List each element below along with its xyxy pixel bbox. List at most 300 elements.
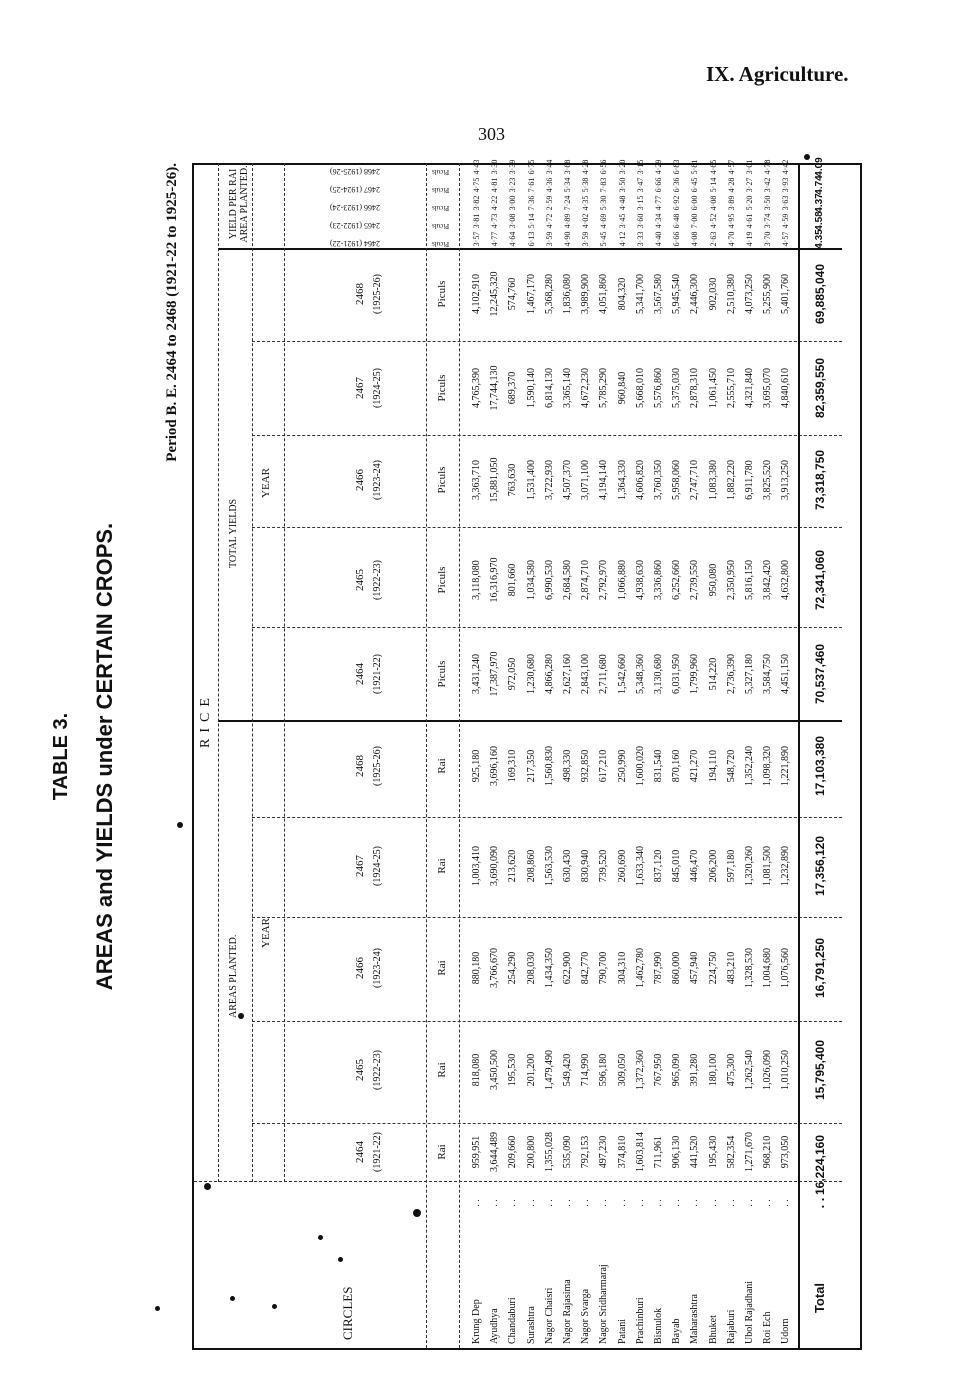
unit-piculs: Piculs [436, 280, 448, 308]
yield-value: 3,336,860 [653, 560, 664, 600]
circle-name: Bayab [671, 1318, 683, 1344]
area-value: 208,030 [525, 951, 537, 985]
per-area-value: 4·65 [708, 159, 718, 175]
yield-value: 16,316,970 [489, 557, 501, 603]
leader-dots: . . [543, 1199, 555, 1207]
circle-name: Udorn [780, 1318, 792, 1344]
leader-dots: . . [580, 1199, 592, 1207]
per-area-value: 4·02 [581, 213, 591, 229]
yield-value: 3,071,100 [580, 460, 592, 500]
leader-dots: . . [725, 1199, 737, 1207]
rotated-table-page [50, 157, 890, 1350]
area-value: 1,221,890 [780, 746, 792, 786]
area-value: 224,750 [707, 951, 719, 985]
table-row [723, 161, 741, 1348]
area-value: 860,000 [671, 951, 683, 985]
area-value: 597,180 [725, 849, 737, 883]
unit-piculs: Piculs [432, 204, 450, 212]
yield-value: 4,606,820 [634, 460, 646, 500]
yield-value: 4,194,140 [598, 460, 610, 500]
area-value: 630,430 [562, 849, 573, 883]
area-value: 870,160 [671, 749, 683, 783]
per-area-value: 4·78 [763, 159, 773, 175]
yield-value: 2,510,380 [725, 274, 737, 314]
yield-year-range: (1923-24) [372, 460, 383, 500]
circle-name: Chandaburi [507, 1297, 519, 1344]
unit-piculs: Piculs [436, 374, 448, 402]
per-area-value: 4·57 [781, 231, 791, 247]
per-area-value: 6·75 [526, 159, 536, 175]
area-value: 787,990 [653, 951, 664, 985]
area-value: 3,690,090 [489, 846, 501, 886]
per-area-value: 4·77 [654, 195, 663, 211]
area-value: 217,350 [525, 749, 537, 783]
section-header: IX. Agriculture. [706, 62, 849, 86]
yield-year-header: 2466 [354, 469, 366, 491]
area-value: 391,280 [689, 1053, 701, 1087]
circle-name: Nagor Svarga [580, 1288, 592, 1344]
per-area-value: 3·50 [617, 177, 627, 193]
per-area-value: 3·70 [763, 231, 773, 247]
per-area-value: 3·89 [726, 195, 736, 211]
leader-dots: . . [812, 1197, 827, 1209]
area-value: 549,420 [562, 1053, 573, 1087]
per-area-value: 4·64 [508, 231, 518, 247]
area-value: 1,603,814 [634, 1132, 646, 1172]
per-area-value: 4·89 [563, 213, 572, 229]
row-divider [252, 163, 253, 1182]
per-area-value: 3·63 [781, 195, 791, 211]
area-year-range: (1923-24) [372, 948, 383, 988]
circle-name: Surashtra [525, 1306, 537, 1344]
unit-piculs: Piculs [432, 168, 450, 176]
per-area-value: 6·36 [672, 177, 682, 193]
total-yield-value: 73,318,750 [813, 449, 827, 511]
data-table [192, 157, 862, 1350]
yields-year-label: YEAR [260, 468, 272, 498]
yield-year-range: (1925-26) [372, 274, 383, 314]
leader-dots: . . [525, 1199, 537, 1207]
yield-value: 6,252,660 [671, 560, 683, 600]
area-value: 837,120 [653, 849, 664, 883]
yield-value: 763,630 [507, 463, 519, 497]
total-area-value: 16,791,250 [813, 937, 827, 999]
per-area-value: 4·95 [726, 213, 736, 229]
unit-rai: Rai [436, 1144, 448, 1160]
yield-value: 2,627,160 [562, 654, 573, 694]
table-row [705, 161, 723, 1348]
per-area-value: 4·35 [581, 195, 591, 211]
area-value: 596,180 [598, 1053, 610, 1087]
yield-value: 1,034,580 [525, 560, 537, 600]
yield-value: 3,118,080 [471, 560, 482, 600]
per-area-value: 7·00 [690, 213, 700, 229]
area-value: 208,860 [525, 849, 537, 883]
area-value: 1,262,540 [744, 1050, 755, 1090]
total-yield-value: 70,537,460 [813, 643, 827, 705]
area-value: 1,372,360 [634, 1050, 646, 1090]
yield-value: 1,882,220 [725, 460, 737, 500]
area-year-range: (1922-23) [372, 1050, 383, 1090]
yield-year-header: 2468 [354, 283, 366, 305]
per-area-value: 4·42 [781, 159, 791, 175]
per-area-value: 6·56 [599, 159, 609, 175]
leader-dots: . . [616, 1199, 628, 1207]
yield-value: 804,320 [616, 277, 628, 311]
total-yield-value: 69,885,040 [813, 263, 827, 325]
area-value: 818,080 [471, 1053, 482, 1087]
table-row [686, 161, 704, 1348]
per-area-value: 4·19 [745, 231, 754, 247]
area-value: 374,810 [616, 1135, 628, 1169]
area-year-range: (1924-25) [372, 846, 383, 886]
area-value: 304,310 [616, 951, 628, 985]
area-value: 254,290 [507, 951, 519, 985]
per-area-value: 4·77 [490, 231, 500, 247]
total-area-value: 17,103,380 [813, 735, 827, 797]
table-row [650, 161, 668, 1348]
table-title: AREAS and YIELDS under CERTAIN CROPS. [92, 522, 117, 991]
per-area-value: 6·00 [690, 195, 700, 211]
per-area-value: 7·83 [599, 177, 609, 193]
per-area-value: 4·57 [726, 159, 736, 175]
yield-value: 5,668,010 [634, 368, 646, 408]
area-value: 206,200 [707, 849, 719, 883]
unit-rai: Rai [436, 960, 448, 976]
per-area-value: 3·59 [581, 231, 591, 247]
table-row [741, 161, 759, 1348]
area-value: 968,210 [762, 1135, 774, 1169]
yield-value: 4,632,800 [780, 560, 792, 600]
area-value: 932,850 [580, 749, 592, 783]
area-value: 3,450,500 [489, 1050, 501, 1090]
area-year-header: 2465 [354, 1059, 366, 1081]
per-area-value: 3·82 [472, 195, 481, 211]
leader-dots: . . [562, 1199, 573, 1207]
per-area-value: 5·81 [690, 159, 700, 175]
per-area-value: 3·57 [472, 231, 481, 247]
per-area-value: 3·20 [617, 159, 627, 175]
area-value: 739,520 [598, 849, 610, 883]
area-value: 1,352,240 [744, 746, 755, 786]
per-area-value: 3·23 [508, 177, 518, 193]
area-value: 194,110 [707, 749, 719, 783]
table-row [468, 161, 486, 1348]
per-area-value: 6·13 [526, 231, 536, 247]
area-value: 195,530 [507, 1053, 519, 1087]
yield-value: 1,230,680 [525, 654, 537, 694]
yield-value: 5,401,760 [780, 274, 792, 314]
area-value: 213,620 [507, 849, 519, 883]
yield-year-range: (1922-23) [372, 560, 383, 600]
per-area-value: 3·27 [745, 177, 754, 193]
per-area-value: 3·68 [563, 159, 572, 175]
per-area-value: 3·74 [763, 213, 773, 229]
yield-value: 2,350,950 [725, 560, 737, 600]
area-value: 548,720 [725, 749, 737, 783]
area-value: 1,563,530 [543, 846, 555, 886]
yield-value: 1,799,960 [689, 654, 701, 694]
per-area-value: 4·90 [563, 231, 572, 247]
area-value: 200,800 [525, 1135, 537, 1169]
yield-value: 5,255,900 [762, 274, 774, 314]
unit-piculs: Piculs [432, 186, 450, 194]
leader-dots: . . [689, 1199, 701, 1207]
table-row [595, 161, 613, 1348]
per-area-value: 4·34 [654, 213, 663, 229]
areas-planted-label: AREAS PLANTED. [228, 934, 239, 1018]
per-area-value: 4·29 [654, 159, 663, 175]
yield-value: 17,744,130 [489, 365, 501, 411]
per-area-year-header: 2468 (1925-26) [330, 167, 380, 176]
area-value: 714,990 [580, 1053, 592, 1087]
per-area-value: 4·61 [745, 213, 754, 229]
yield-value: 4,507,370 [562, 460, 573, 500]
table-row [577, 161, 595, 1348]
yield-value: 4,102,910 [471, 274, 482, 314]
area-value: 831,540 [653, 749, 664, 783]
per-area-value: 3·01 [745, 159, 754, 175]
yield-value: 4,765,390 [471, 368, 482, 408]
area-value: 617,210 [598, 749, 610, 783]
per-area-value: 4·59 [781, 213, 791, 229]
circle-name: Prachinburi [634, 1297, 646, 1344]
table-row [541, 161, 559, 1348]
circle-name: Bisnulok [653, 1307, 664, 1344]
area-value: 1,560,830 [543, 746, 555, 786]
total-yield-value: 82,359,550 [813, 357, 827, 419]
area-value: 309,050 [616, 1053, 628, 1087]
area-value: 582,354 [725, 1135, 737, 1169]
per-area-value: 6·92 [672, 195, 682, 211]
per-area-value: 3·15 [635, 159, 645, 175]
total-per-area-value: 4.35 [814, 229, 825, 249]
table-period: Period B. E. 2464 to 2468 (1921-22 to 1925-26). [164, 163, 180, 462]
per-area-value: 4·08 [708, 195, 718, 211]
yield-value: 1,531,400 [525, 460, 537, 500]
area-value: 906,130 [671, 1135, 683, 1169]
total-area-value: 15,795,400 [813, 1039, 827, 1101]
yield-year-header: 2464 [354, 663, 366, 685]
per-area-value: 3·44 [544, 159, 554, 175]
yield-value: 3,365,140 [562, 368, 573, 408]
yield-value: 2,792,970 [598, 560, 610, 600]
yield-value: 15,881,050 [489, 457, 501, 503]
circle-name: Patani [616, 1319, 628, 1344]
unit-rai: Rai [436, 858, 448, 874]
area-value: 201,200 [525, 1053, 537, 1087]
area-value: 959,951 [471, 1135, 482, 1169]
area-value: 1,004,680 [762, 948, 774, 988]
areas-year-label: YEAR [260, 918, 272, 948]
unit-piculs: Piculs [436, 566, 448, 594]
yield-value: 3,842,420 [762, 560, 774, 600]
area-value: 1,328,530 [744, 948, 755, 988]
yield-value: 2,874,710 [580, 560, 592, 600]
yield-value: 960,840 [616, 371, 628, 405]
area-value: 483,210 [725, 951, 737, 985]
area-value: 457,940 [689, 951, 701, 985]
yield-value: 5,368,280 [543, 274, 555, 314]
total-label: Total [812, 1282, 827, 1314]
leader-dots: . . [707, 1199, 719, 1207]
circle-name: Rajaburi [725, 1309, 737, 1344]
table-row [614, 161, 632, 1348]
area-value: 790,700 [598, 951, 610, 985]
yield-value: 6,911,780 [744, 460, 755, 500]
area-value: 1,600,020 [634, 746, 646, 786]
row-divider [798, 163, 800, 1348]
yield-value: 2,446,300 [689, 274, 701, 314]
yield-value: 5,945,540 [671, 274, 683, 314]
per-area-value: 4·28 [581, 159, 591, 175]
per-area-value: 4·70 [726, 231, 736, 247]
area-value: 1,010,250 [780, 1050, 792, 1090]
per-area-value: 4·40 [654, 231, 663, 247]
area-year-header: 2466 [354, 957, 366, 979]
area-value: 965,090 [671, 1053, 683, 1087]
circle-name: Nagor Rajasima [562, 1279, 573, 1344]
yield-value: 514,220 [707, 657, 719, 691]
per-area-value: 3·15 [635, 195, 645, 211]
per-area-value: 6·48 [672, 213, 682, 229]
area-value: 169,310 [507, 749, 519, 783]
row-divider [459, 163, 460, 1348]
area-value: 830,940 [580, 849, 592, 883]
yield-value: 5,816,150 [744, 560, 755, 600]
yield-value: 1,542,660 [616, 654, 628, 694]
yield-value: 4,321,840 [744, 368, 755, 408]
per-area-value: 3·08 [508, 213, 518, 229]
table-number: TABLE 3. [50, 712, 72, 801]
per-area-value: 3·47 [635, 177, 645, 193]
total-area-value: 16,224,160 [813, 1134, 827, 1196]
area-year-range: (1925-26) [372, 746, 383, 786]
per-area-value: 3·42 [763, 177, 773, 193]
area-value: 446,470 [689, 849, 701, 883]
leader-dots: . . [780, 1199, 792, 1207]
area-value: 3,644,489 [489, 1132, 501, 1172]
area-value: 260,690 [616, 849, 628, 883]
total-yields-label: TOTAL YIELDS [228, 498, 239, 568]
area-value: 1,003,410 [471, 846, 482, 886]
yield-year-header: 2465 [354, 569, 366, 591]
per-area-value: 3·60 [635, 213, 645, 229]
leader-dots: . . [598, 1199, 610, 1207]
per-area-value: 7·61 [526, 177, 536, 193]
yield-per-area-label: YIELD PER RAI AREA PLANTED. [228, 165, 250, 243]
yield-value: 3,825,520 [762, 460, 774, 500]
area-value: 1,462,780 [634, 948, 646, 988]
per-area-value: 3·45 [617, 213, 627, 229]
per-area-value: 6·45 [690, 177, 700, 193]
area-value: 498,330 [562, 749, 573, 783]
per-area-year-header: 2464 (1921-22) [330, 239, 380, 248]
unit-rai: Rai [436, 758, 448, 774]
area-year-header: 2467 [354, 855, 366, 877]
per-area-value: 3·39 [508, 159, 518, 175]
table-row [632, 161, 650, 1348]
yield-value: 972,050 [507, 657, 519, 691]
per-area-value: 5·30 [599, 195, 609, 211]
area-value: 1,232,890 [780, 846, 792, 886]
leader-dots: . . [507, 1199, 519, 1207]
per-area-value: 4·48 [617, 195, 627, 211]
per-area-year-header: 2465 (1922-23) [330, 221, 380, 230]
yield-value: 4,938,630 [634, 560, 646, 600]
yield-value: 3,363,710 [471, 460, 482, 500]
yield-value: 12,245,320 [489, 271, 501, 317]
yield-value: 3,695,070 [762, 368, 774, 408]
circle-name: Nagor Sridharmaraj [598, 1264, 610, 1344]
yield-value: 3,989,900 [580, 274, 592, 314]
yield-value: 5,348,360 [634, 654, 646, 694]
area-value: 475,300 [725, 1053, 737, 1087]
yield-value: 3,913,250 [780, 460, 792, 500]
total-per-area-value: 4.74 [814, 175, 825, 195]
yield-year-range: (1921-22) [372, 654, 383, 694]
yield-value: 5,341,700 [634, 274, 646, 314]
circle-name: Ayudhya [489, 1308, 501, 1344]
per-area-value: 5·34 [563, 177, 572, 193]
unit-piculs: Piculs [432, 240, 450, 248]
area-value: 535,090 [562, 1135, 573, 1169]
area-value: 711,961 [653, 1135, 664, 1169]
page-number: 303 [478, 124, 505, 144]
yield-value: 5,785,290 [598, 368, 610, 408]
yield-value: 1,364,330 [616, 460, 628, 500]
per-area-year-header: 2466 (1923-24) [330, 203, 380, 212]
per-area-value: 4·73 [490, 213, 500, 229]
area-value: 767,950 [653, 1053, 664, 1087]
circle-name: Ubol Rajadhani [744, 1280, 755, 1344]
yield-value: 1,061,450 [707, 368, 719, 408]
yield-value: 3,567,580 [653, 274, 664, 314]
total-area-value: 17,356,120 [813, 835, 827, 897]
area-value: 1,479,490 [543, 1050, 555, 1090]
per-area-value: 2·59 [544, 195, 554, 211]
yield-value: 1,836,080 [562, 274, 573, 314]
yield-year-range: (1924-25) [372, 368, 383, 408]
yield-value: 2,736,390 [725, 654, 737, 694]
area-value: 622,900 [562, 951, 573, 985]
area-value: 421,270 [689, 749, 701, 783]
area-value: 1,355,028 [543, 1132, 555, 1172]
circle-name: Maharashtra [689, 1294, 701, 1344]
per-area-value: 3·30 [490, 159, 500, 175]
area-value: 250,990 [616, 749, 628, 783]
total-per-area-value: 4.58 [814, 211, 825, 231]
area-year-header: 2464 [354, 1141, 366, 1163]
unit-piculs: Piculs [436, 466, 448, 494]
area-value: 1,320,260 [744, 846, 755, 886]
per-area-value: 5·14 [708, 177, 718, 193]
leader-dots: . . [671, 1199, 683, 1207]
yield-value: 2,739,550 [689, 560, 701, 600]
circle-name: Krung Dep [471, 1299, 482, 1344]
yield-value: 4,866,280 [543, 654, 555, 694]
circle-name: Nagor Chaisri [543, 1287, 555, 1344]
per-area-value: 4·69 [599, 213, 609, 229]
total-yield-value: 72,341,060 [813, 549, 827, 611]
yield-value: 801,660 [507, 563, 519, 597]
yield-value: 2,684,580 [562, 560, 573, 600]
per-area-value: 4·12 [617, 231, 627, 247]
leader-dots: . . [762, 1199, 774, 1207]
area-value: 209,660 [507, 1135, 519, 1169]
per-area-value: 5·14 [526, 213, 536, 229]
leader-dots: . . [653, 1199, 664, 1207]
